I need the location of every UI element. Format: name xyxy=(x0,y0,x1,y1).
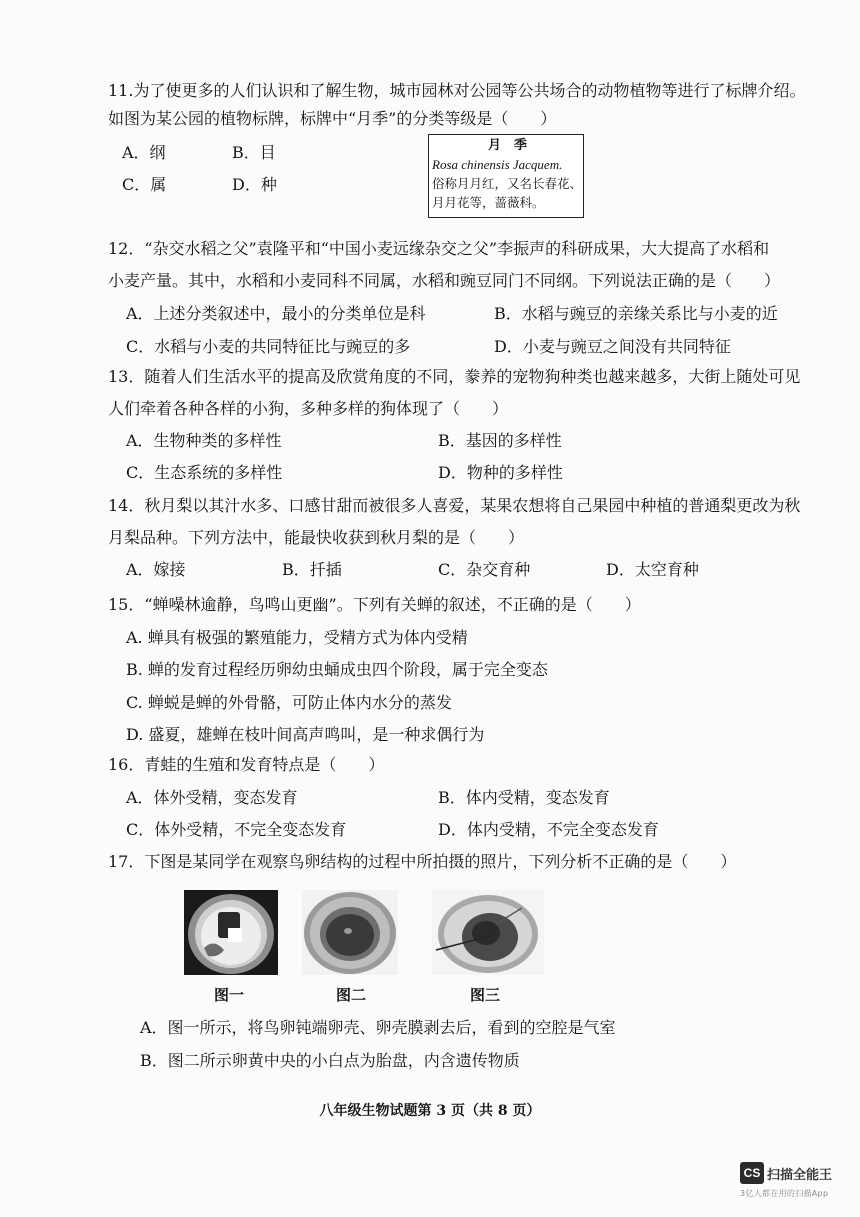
q16-stem: 16．青蛙的生殖和发育特点是（ ） xyxy=(108,755,385,774)
q15-option-c: C. 蝉蜕是蝉的外骨骼，可防止体内水分的蒸发 xyxy=(126,693,452,712)
q12-option-c: C．水稻与小麦的共同特征比与豌豆的多 xyxy=(126,337,411,356)
q11-option-b: B．目 xyxy=(232,143,276,162)
q13-stem-line2: 人们牵着各种各样的小狗，多种多样的狗体现了（ ） xyxy=(108,399,509,418)
q12-stem-line1: 12．“杂交水稻之父”袁隆平和“中国小麦远缘杂交之父”李振声的科研成果，大大提高了水稻和 xyxy=(108,239,770,258)
plant-sign-title: 月 季 xyxy=(487,138,527,153)
q12-option-b: B．水稻与豌豆的亲缘关系比与小麦的近 xyxy=(494,304,778,323)
scanner-watermark xyxy=(740,1162,832,1199)
q14-stem-line1: 14．秋月梨以其汁水多、口感甘甜而被很多人喜爱，某果农想将自己果园中种植的普通梨更改为秋 xyxy=(108,496,801,515)
plant-sign-line4: 月月花等，蔷薇科。 xyxy=(432,195,545,210)
q14-option-a: A．嫁接 xyxy=(126,560,186,579)
q16-option-c: C．体外受精，不完全变态发育 xyxy=(126,820,347,839)
q13-option-c: C．生态系统的多样性 xyxy=(126,463,283,482)
q14-stem-line2: 月梨品种。下列方法中，能最快收获到秋月梨的是（ ） xyxy=(108,528,525,547)
q11-stem-line1: 11.为了使更多的人们认识和了解生物，城市园林对公园等公共场合的动物植物等进行了标牌介绍。 xyxy=(108,81,806,100)
q13-option-b: B．基因的多样性 xyxy=(438,431,562,450)
q17-option-a: A．图一所示，将鸟卵钝端卵壳、卵壳膜剥去后，看到的空腔是气室 xyxy=(140,1018,616,1037)
q16-option-d: D．体内受精，不完全变态发育 xyxy=(438,820,659,839)
q16-option-a: A．体外受精，变态发育 xyxy=(126,788,298,807)
q12-option-a: A．上述分类叙述中，最小的分类单位是科 xyxy=(126,304,426,323)
q16-option-b: B．体内受精，变态发育 xyxy=(438,788,610,807)
caption-fig1: 图一 xyxy=(214,986,245,1004)
page-footer: 八年级生物试题第 3 页（共 8 页） xyxy=(319,1103,541,1119)
q17-option-b: B．图二所示卵黄中央的小白点为胎盘，内含遗传物质 xyxy=(140,1051,520,1070)
q15-option-b: B. 蝉的发育过程经历卵幼虫蛹成虫四个阶段，属于完全变态 xyxy=(126,660,548,679)
q11-option-d: D．种 xyxy=(232,175,277,194)
q13-stem-line1: 13．随着人们生活水平的提高及欣赏角度的不同，豢养的宠物狗种类也越来越多，大街上随处可见 xyxy=(108,367,801,386)
q14-option-d: D．太空育种 xyxy=(606,560,699,579)
q15-stem: 15．“蝉噪林逾静，鸟鸣山更幽”。下列有关蝉的叙述，不正确的是（ ） xyxy=(108,595,641,614)
q14-option-c: C．杂交育种 xyxy=(438,560,531,579)
q11-option-c: C．属 xyxy=(122,175,167,194)
q12-stem-line2: 小麦产量。其中，水稻和小麦同科不同属，水稻和豌豆同门不同纲。下列说法正确的是（ ） xyxy=(108,271,781,290)
q15-option-a: A. 蝉具有极强的繁殖能力，受精方式为体内受精 xyxy=(126,628,468,647)
q15-option-d: D. 盛夏，雄蝉在枝叶间高声鸣叫，是一种求偶行为 xyxy=(126,725,485,744)
caption-fig2: 图二 xyxy=(336,986,367,1004)
q17-stem: 17．下图是某同学在观察鸟卵结构的过程中所拍摄的照片，下列分析不正确的是（ ） xyxy=(108,852,737,871)
q14-option-b: B．扦插 xyxy=(282,560,342,579)
plant-sign-line3: 俗称月月红，又名长春花、 xyxy=(432,176,583,191)
q12-option-d: D．小麦与豌豆之间没有共同特征 xyxy=(494,337,731,356)
scanner-tagline: 3亿人都在用的扫描App xyxy=(740,1189,829,1198)
plant-sign-latin: Rosa chinensis Jacquem. xyxy=(432,157,563,172)
q11-option-a: A．纲 xyxy=(122,143,166,162)
q13-option-d: D．物种的多样性 xyxy=(438,463,563,482)
q13-option-a: A．生物种类的多样性 xyxy=(126,431,282,450)
caption-fig3: 图三 xyxy=(470,986,501,1004)
plant-sign xyxy=(428,134,584,218)
scanner-logo-icon: CS xyxy=(740,1162,764,1184)
scanner-app-name: 扫描全能王 xyxy=(767,1167,833,1183)
q11-stem-line2: 如图为某公园的植物标牌，标牌中“月季”的分类等级是（ ） xyxy=(108,109,557,128)
egg-photo-2 xyxy=(302,890,398,975)
egg-photo-1 xyxy=(184,890,278,975)
egg-photo-3 xyxy=(432,890,544,975)
